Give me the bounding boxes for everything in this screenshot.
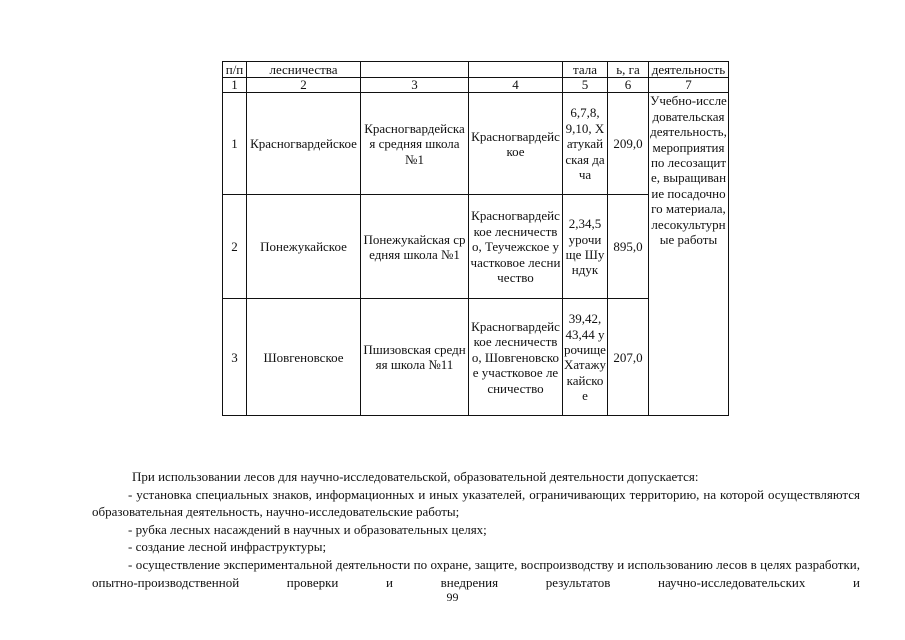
list-item: - создание лесной инфраструктуры; (128, 539, 327, 555)
forestry-name: Шовгеновское (247, 299, 361, 416)
area-value: 895,0 (608, 195, 649, 299)
header-cell-district-forestry (469, 62, 563, 78)
list-item: - рубка лесных насаждений в научных и образовательных целях; (128, 521, 487, 537)
header-cell-quarters: тала (563, 62, 608, 78)
column-number: 1 (223, 78, 247, 93)
column-number: 5 (563, 78, 608, 93)
school-name: Пшизовская средняя школа №11 (361, 299, 469, 416)
row-number: 3 (223, 299, 247, 416)
page-number: 99 (446, 590, 459, 604)
row-number: 2 (223, 195, 247, 299)
forestry-name: Понежукайское (247, 195, 361, 299)
column-number-row (223, 78, 729, 93)
list-item: - установка специальных знаков, информационных и иных указателей, ограничивающих территорию, на которой осуществляются образовательная деятельность, научно-исследовательские работы; (92, 486, 860, 520)
list-item: - осуществление экспериментальной деятельности по охране, защите, воспроизводству и использованию лесов в целях разработки, опытно-производственной проверки и внедрения результатов научно-исследовательских и (92, 556, 860, 590)
quarter-numbers: 2,34,5 урочище Шундук (563, 195, 608, 299)
header-cell-forestry: лесничества (247, 62, 361, 78)
row-number: 1 (223, 93, 247, 195)
quarter-numbers: 6,7,8, 9,10, Хатукайская дача (563, 93, 608, 195)
header-cell-number: п/п (223, 62, 247, 78)
district-forestry: Красногвардейское лесничество, Шовгеновское участковое лесничество (469, 299, 563, 416)
area-value: 207,0 (608, 299, 649, 416)
column-number: 4 (469, 78, 563, 93)
column-number: 2 (247, 78, 361, 93)
column-number: 6 (608, 78, 649, 93)
table-header-row (223, 62, 729, 78)
school-name: Красногвардейская средняя школа №1 (361, 93, 469, 195)
table-row (223, 93, 729, 195)
body-text (92, 468, 860, 591)
area-value: 209,0 (608, 93, 649, 195)
forestry-education-table (222, 61, 729, 416)
column-number: 7 (649, 78, 729, 93)
quarter-numbers: 39,42, 43,44 урочище Хатажукайское (563, 299, 608, 416)
header-cell-area: ь, га (608, 62, 649, 78)
forestry-name: Красногвардейское (247, 93, 361, 195)
header-cell-activity: деятельность (649, 62, 729, 78)
column-number: 3 (361, 78, 469, 93)
district-forestry: Красногвардейское лесничество, Теучежское участковое лесничество (469, 195, 563, 299)
intro-paragraph: При использовании лесов для научно-исследовательской, образовательной деятельности допускается: (132, 469, 699, 484)
district-forestry: Красногвардейское (469, 93, 563, 195)
activity-type: Учебно-исследовательская деятельность, мероприятия по лесозащите, выращивание посадочного материала, лесокультурные работы (649, 93, 729, 416)
header-cell-school (361, 62, 469, 78)
school-name: Понежукайская средняя школа №1 (361, 195, 469, 299)
